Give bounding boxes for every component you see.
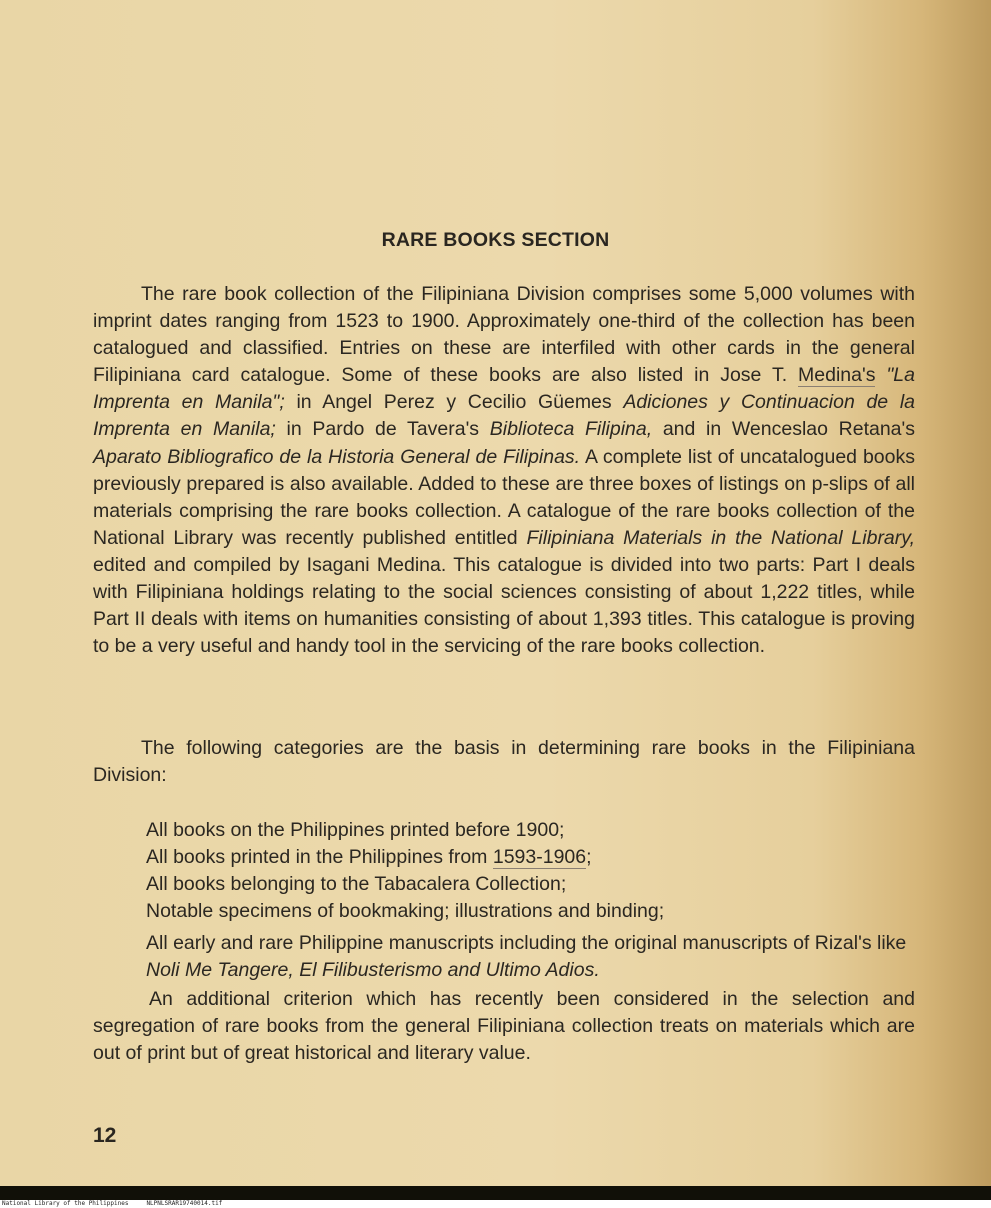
criteria-item [146,898,926,925]
para1-text-4: and in Wenceslao Retana's [662,418,915,441]
para1-text-6: edited and compiled by Isagani Medina. This catalogue is divided into two parts: Part I deals with Filipiniana holdings relating to the social sciences consisting of about 1,222 titles, while Part II deals with items on humanities consisting of about 1,393 titles. This catalogue is proving to be a very useful and handy tool in the servicing of the rare books collection. [93,553,915,658]
date-range: 1593-1906 [492,846,587,869]
title-biblioteca: Biblioteca Filipina, [489,418,653,441]
criteria-list [146,817,926,985]
criteria-item-1-text: All books on the Philippines printed before 1900; [146,819,565,841]
title-adiciones: Adiciones y Continuacion de la Imprenta en Manila; [93,391,915,441]
footer-filename: NLPNLSRAR19740014.tif [146,1200,223,1207]
title-aparato: Aparato Bibliografico de la Historia General de Filipinas. [93,445,581,468]
para1-text-2: in Angel Perez y Cecilio Güemes [296,391,612,414]
para3-text: An additional criterion which has recently been considered in the selection and segregation of rare books from the general Filipiniana collection treats on materials which are out of print but of great historical and literary value. [93,988,915,1065]
page-number: 12 [93,1124,117,1147]
section-heading: RARE BOOKS SECTION [381,229,610,251]
title-materials: Filipiniana Materials in the National Library, [526,526,915,549]
title-imprenta: "La Imprenta en Manila"; [93,364,915,414]
paragraph-categories-intro [93,735,915,789]
medina-ref: Medina's [798,364,876,387]
scan-border [0,1186,991,1200]
footer-library: National Library of the Philippines [2,1200,129,1207]
criteria-item-5-text: All early and rare Philippine manuscripts including the original manuscripts of Rizal's like [146,932,907,955]
criteria-item [146,844,926,871]
criteria-item-2-text: All books printed in the Philippines from [146,846,488,869]
criteria-item-4-text: Notable specimens of bookmaking; illustrations and binding; [146,900,665,923]
criteria-item [146,930,926,984]
para1-text-3: in Pardo de Tavera's [286,418,480,441]
paragraph-collection [93,281,915,660]
para1-text-1: The rare book collection of the Filipiniana Division comprises some 5,000 volumes with imprint dates ranging from 1523 to 1900. Approximately one-third of the collection has been catalogued and classified. Entries on these are interfiled with other cards in the general Filipiniana card catalogue. Some of these books are also listed in Jose T. [93,283,915,387]
scan-footer [0,1200,991,1208]
criteria-item-3-text: All books belonging to the Tabacalera Collection; [146,873,567,896]
criteria-item [146,817,926,844]
rizal-titles: Noli Me Tangere, El Filibusterismo and Ultimo Adios. [146,959,600,982]
para1-text-5: A complete list of uncatalogued books previously prepared is also available. Added to these are three boxes of listings on p-slips of all materials comprising the rare books collection. A catalogue of the rare books collection of the National Library was recently published entitled [93,445,915,549]
paragraph-additional-criterion [93,986,915,1067]
criteria-item [146,871,926,898]
criteria-item-2-punct: ; [586,846,592,869]
para2-text: The following categories are the basis in determining rare books in the Filipiniana Division: [93,737,915,787]
